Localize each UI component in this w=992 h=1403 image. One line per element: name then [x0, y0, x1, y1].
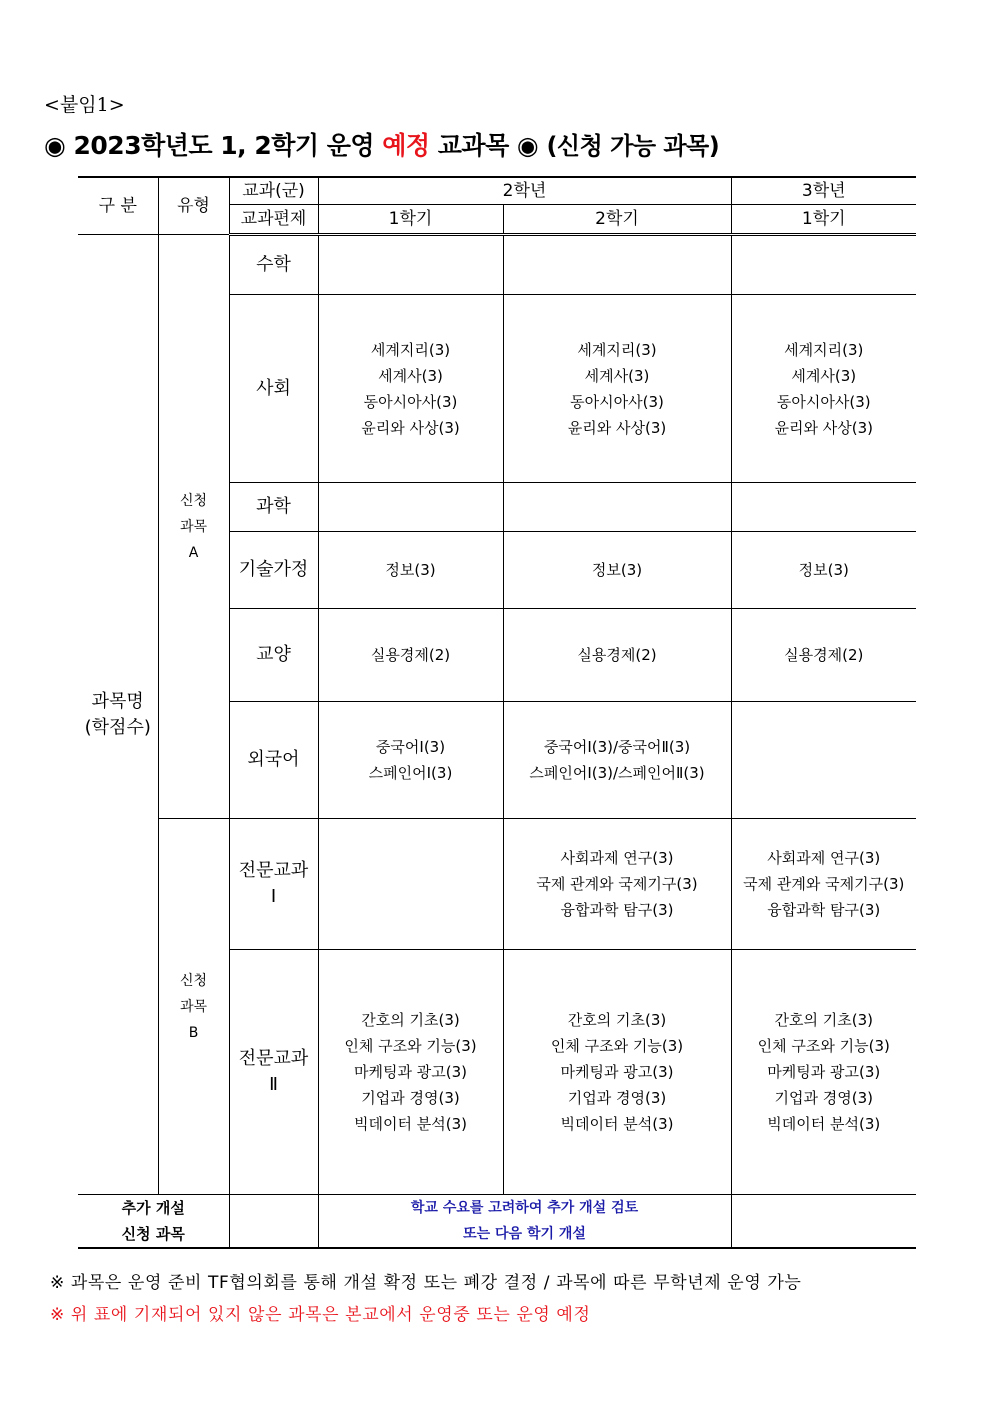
subject-item: 빅데이터 분석(3): [560, 1115, 674, 1133]
subject-item: 간호의 기초(3): [567, 1011, 667, 1029]
subject-item: 세계지리(3): [577, 340, 657, 359]
row-math: [78, 235, 916, 295]
subject-item: 세계지리(3): [370, 340, 451, 359]
cell-major1-g2s2: [503, 819, 731, 950]
row-major1: [78, 819, 916, 950]
type-a-line: A: [188, 544, 199, 561]
title-suffix: 교과목 ◉: [429, 131, 547, 160]
area-line: 전문교과: [238, 1048, 309, 1069]
cell-science-g2s1: [318, 483, 503, 532]
cell-foreign-g2s1: [318, 702, 503, 819]
area-math: 수학: [229, 235, 318, 295]
header-g3-sem1: 1학기: [731, 205, 916, 235]
type-a-line: 과목: [179, 518, 208, 535]
type-b-line: B: [188, 1024, 199, 1041]
cell-math-g3s1: [731, 235, 916, 295]
footer-label: [78, 1195, 229, 1249]
subject-item: 간호의 기초(3): [774, 1011, 873, 1029]
header-g2-sem1: 1학기: [318, 205, 503, 235]
cell-tech-g3s1: 정보(3): [731, 532, 916, 609]
title-prefix: ◉ 2023학년도 1, 2학기 운영: [44, 131, 383, 160]
subject-item: 동아시아사(3): [776, 392, 871, 411]
subject-item: 사회과제 연구(3): [767, 849, 881, 867]
cell-social-g2s2: [503, 295, 731, 483]
subject-item: 국제 관계와 국제기구(3): [536, 875, 698, 893]
header-g2-sem2: 2학기: [503, 205, 731, 235]
cell-foreign-g3s1: [731, 702, 916, 819]
header-curriculum: 교과편제: [229, 205, 318, 235]
area-tech: 기술가정: [229, 532, 318, 609]
row-label-cell: [78, 235, 158, 1195]
cell-social-g3s1: [731, 295, 916, 483]
subject-item: 기업과 경영(3): [567, 1089, 667, 1107]
area-line: 전문교과: [238, 860, 309, 881]
footnote-2: ※ 위 표에 기재되어 있지 않은 과목은 본교에서 운영중 또는 운영 예정: [50, 1305, 591, 1325]
area-science: 과학: [229, 483, 318, 532]
type-a-cell: [158, 235, 229, 819]
area-liberal: 교양: [229, 609, 318, 702]
subject-item: 융합과학 탐구(3): [560, 901, 674, 919]
subject-item: 사회과제 연구(3): [560, 849, 674, 867]
subject-item: 빅데이터 분석(3): [354, 1115, 467, 1133]
subject-item: 동아시아사(3): [570, 392, 664, 411]
subject-item: 세계지리(3): [784, 340, 864, 359]
subject-item: 스페인어Ⅰ(3): [368, 764, 453, 782]
page-title: [44, 126, 719, 162]
row-footer: [78, 1195, 916, 1249]
header-row-1: [78, 177, 916, 205]
footer-g3-empty: [731, 1195, 916, 1249]
subject-item: 스페인어Ⅰ(3)/스페인어Ⅱ(3): [529, 764, 705, 782]
subject-item: 세계사(3): [378, 366, 443, 385]
cell-tech-g2s1: 정보(3): [318, 532, 503, 609]
title-highlight: 예정: [382, 131, 430, 160]
subject-item: 인체 구조와 기능(3): [550, 1037, 684, 1055]
cell-science-g2s2: [503, 483, 731, 532]
footer-label-line: 추가 개설: [121, 1199, 185, 1217]
cell-liberal-g3s1: 실용경제(2): [731, 609, 916, 702]
subject-item: 세계사(3): [791, 366, 857, 385]
cell-major2-g2s1: [318, 950, 503, 1195]
cell-science-g3s1: [731, 483, 916, 532]
subject-item: 중국어Ⅰ(3): [375, 738, 446, 756]
type-b-line: 과목: [179, 998, 208, 1015]
cell-major2-g2s2: [503, 950, 731, 1195]
cell-math-g2s2: [503, 235, 731, 295]
subject-item: 윤리와 사상(3): [361, 418, 460, 437]
footer-label-line: 신청 과목: [121, 1225, 185, 1243]
subject-item: 마케팅과 광고(3): [767, 1063, 881, 1081]
area-foreign: 외국어: [229, 702, 318, 819]
subject-item: 마케팅과 광고(3): [560, 1063, 674, 1081]
subject-item: 간호의 기초(3): [361, 1011, 460, 1029]
header-subject-group: 교과(군): [229, 177, 318, 205]
type-b-line: 신청: [179, 972, 208, 989]
header-type: 유형: [158, 177, 229, 235]
cell-math-g2s1: [318, 235, 503, 295]
subject-item: 인체 구조와 기능(3): [757, 1037, 890, 1055]
row-label-line: (학점수): [84, 716, 151, 738]
subject-item: 세계사(3): [584, 366, 650, 385]
subject-item: 국제 관계와 국제기구(3): [743, 875, 905, 893]
footnote-1: ※ 과목은 운영 준비 TF협의회를 통해 개설 확정 또는 폐강 결정 / 과목에 따른 무학년제 운영 가능: [50, 1273, 802, 1293]
type-b-cell: [158, 819, 229, 1195]
row-label-line: 과목명: [91, 690, 144, 712]
cell-major1-g2s1: [318, 819, 503, 950]
footer-area-empty: [229, 1195, 318, 1249]
subject-item: 마케팅과 광고(3): [354, 1063, 467, 1081]
footer-note: [318, 1195, 731, 1249]
cell-liberal-g2s1: 실용경제(2): [318, 609, 503, 702]
curriculum-table: [78, 176, 916, 1249]
title-paren: (신청 가능 과목): [546, 132, 720, 160]
type-a-line: 신청: [179, 492, 208, 509]
cell-major2-g3s1: [731, 950, 916, 1195]
header-grade3: 3학년: [731, 177, 916, 205]
area-major2: [229, 950, 318, 1195]
subject-item: 중국어Ⅰ(3)/중국어Ⅱ(3): [543, 738, 691, 756]
cell-major1-g3s1: [731, 819, 916, 950]
area-social: 사회: [229, 295, 318, 483]
subject-item: 윤리와 사상(3): [774, 418, 873, 437]
subject-item: 인체 구조와 기능(3): [344, 1037, 477, 1055]
header-grade2: 2학년: [318, 177, 731, 205]
area-major1: [229, 819, 318, 950]
header-category: 구 분: [78, 177, 158, 235]
cell-social-g2s1: [318, 295, 503, 483]
subject-item: 융합과학 탐구(3): [767, 901, 881, 919]
subject-item: 기업과 경영(3): [774, 1089, 873, 1107]
subject-item: 빅데이터 분석(3): [767, 1115, 881, 1133]
subject-item: 윤리와 사상(3): [567, 418, 667, 437]
cell-tech-g2s2: 정보(3): [503, 532, 731, 609]
subject-item: 동아시아사(3): [363, 392, 458, 411]
subject-item: 기업과 경영(3): [361, 1089, 460, 1107]
area-line: Ⅰ: [270, 886, 277, 907]
footer-note-line: 또는 다음 학기 개설: [463, 1226, 586, 1242]
cell-foreign-g2s2: [503, 702, 731, 819]
attachment-label: <붙임1>: [44, 94, 125, 116]
cell-liberal-g2s2: 실용경제(2): [503, 609, 731, 702]
area-line: Ⅱ: [269, 1074, 278, 1095]
footer-note-line: 학교 수요를 고려하여 추가 개설 검토: [410, 1200, 639, 1216]
